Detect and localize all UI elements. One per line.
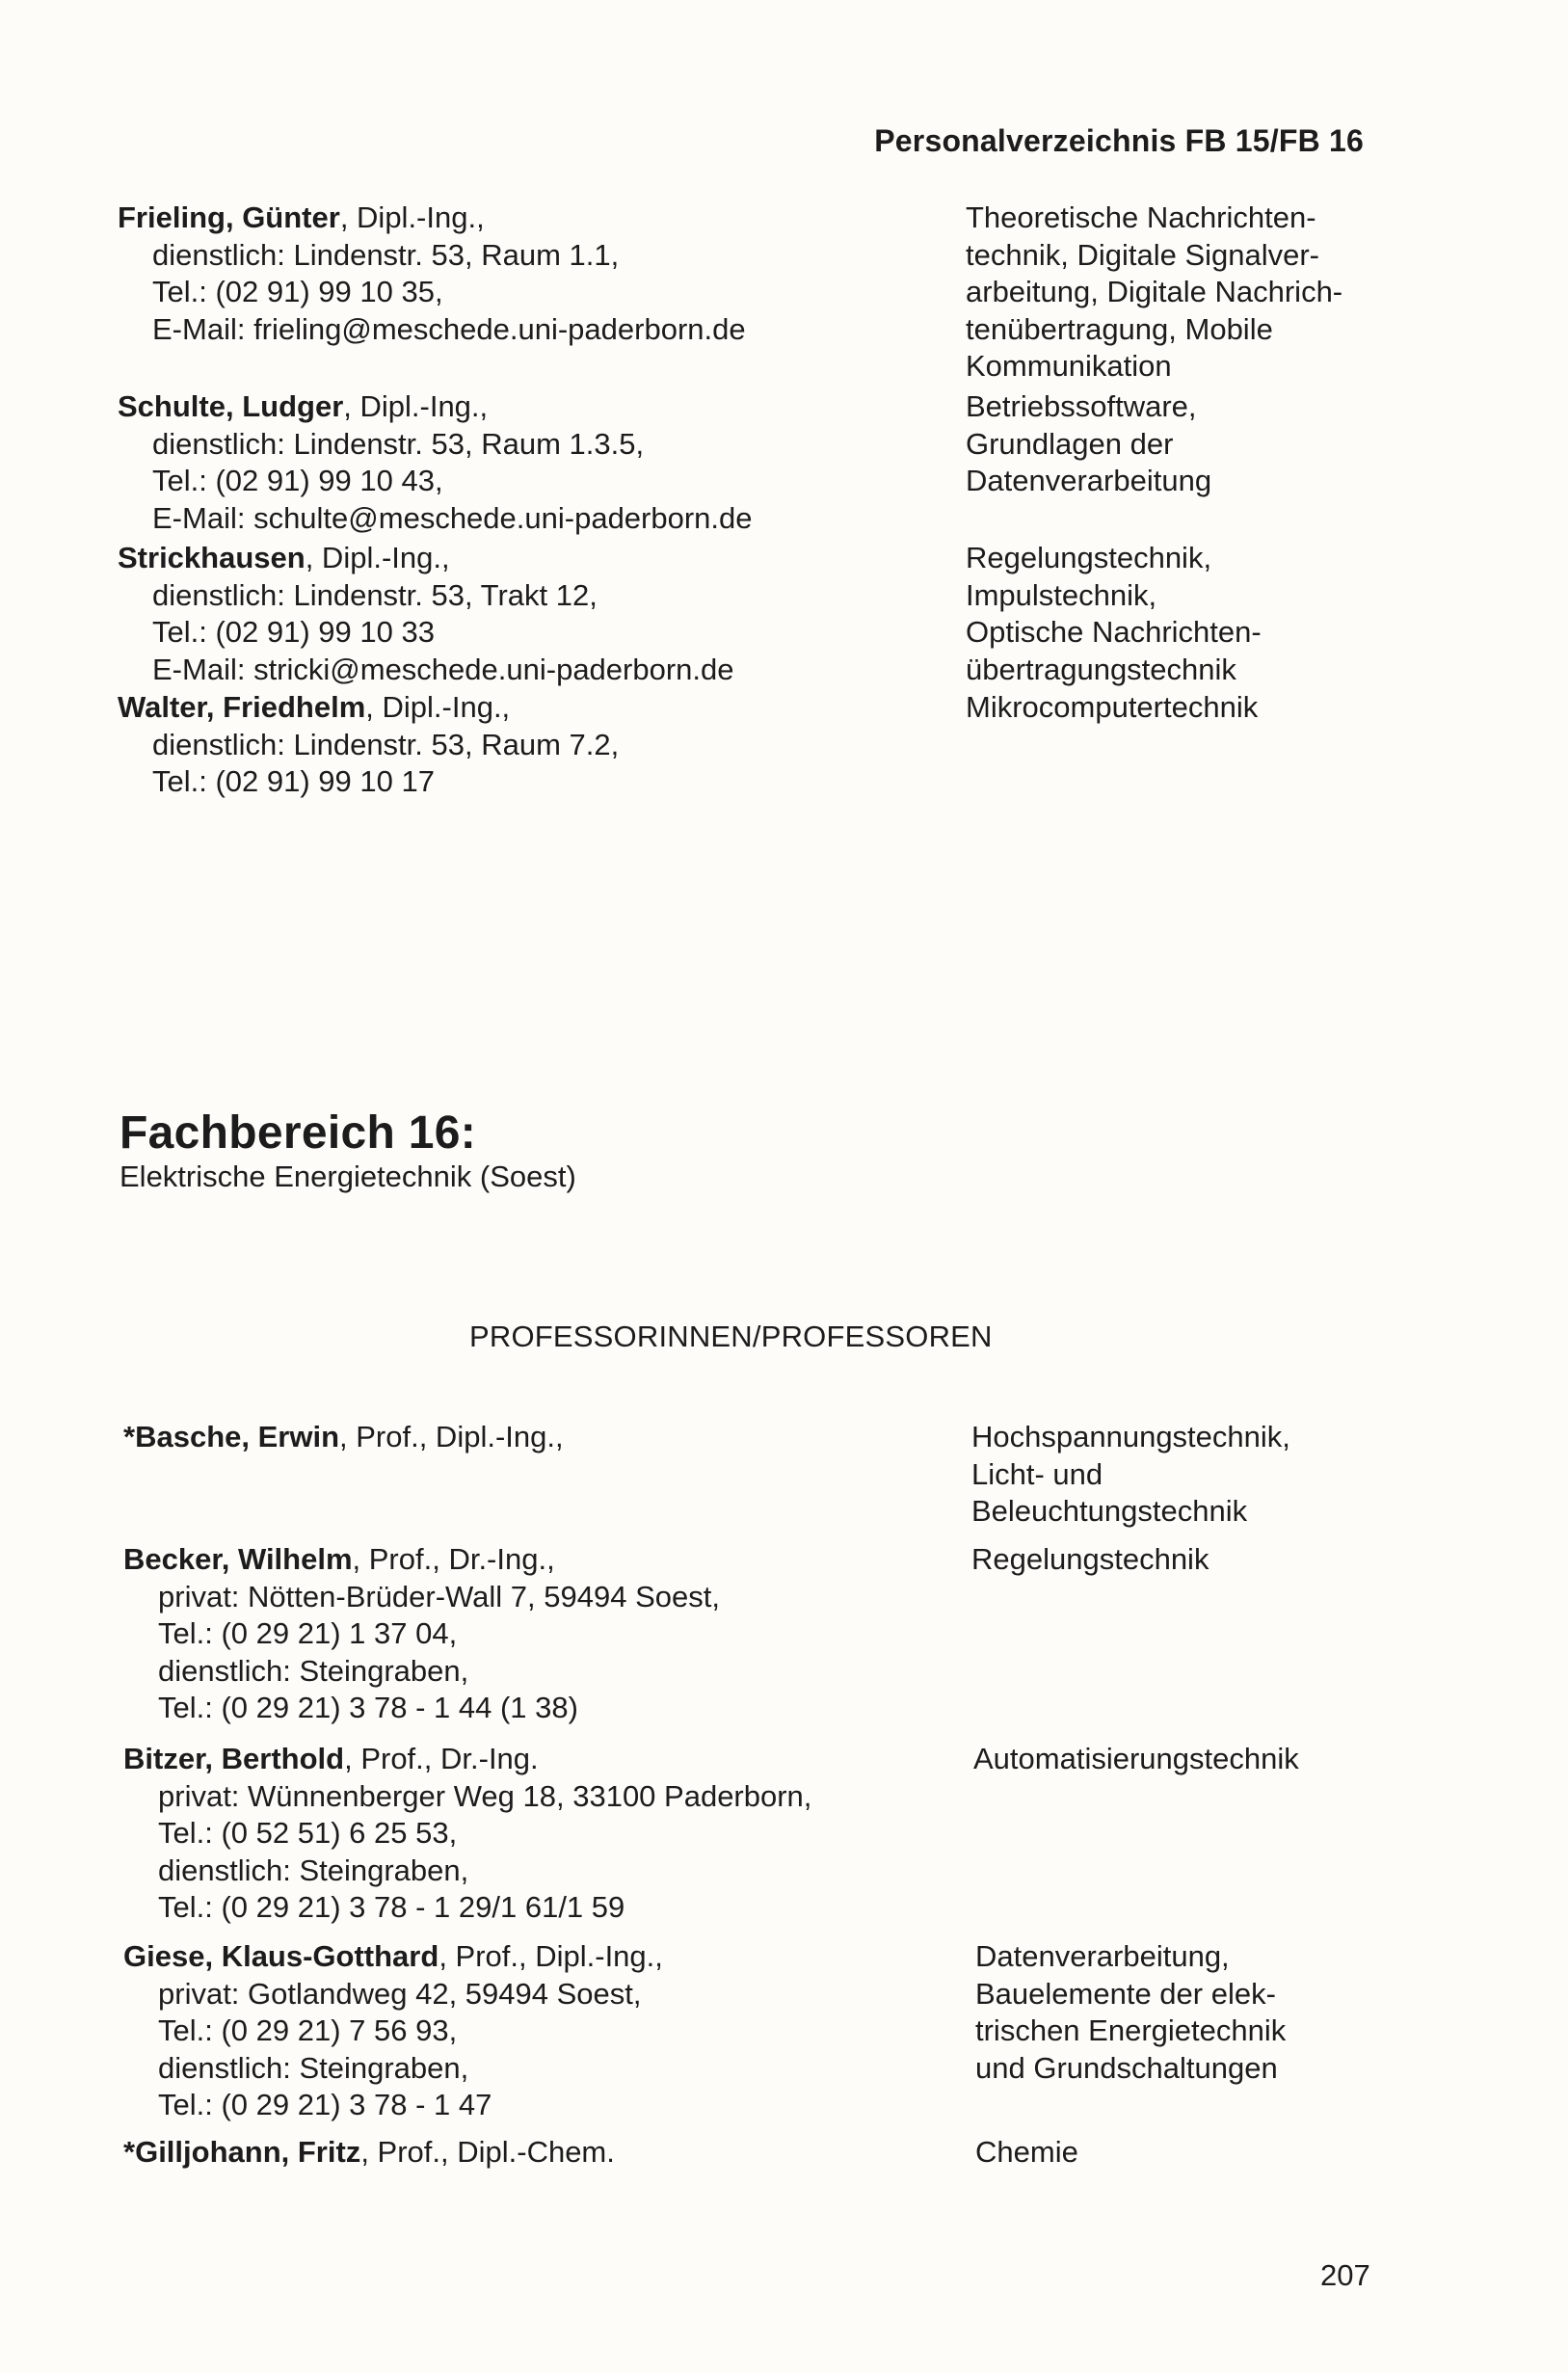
subject-line: Beleuchtungstechnik [971,1494,1248,1528]
subject-line: Regelungstechnik, [966,541,1212,574]
staff-surname: Walter [118,690,206,724]
subject-line: trischen Energietechnik [975,2013,1287,2047]
running-head: Personalverzeichnis FB 15/FB 16 [874,123,1364,158]
staff-name-comma: , [205,690,224,724]
staff-firstname: Berthold [221,1742,345,1775]
staff-surname-prefix: * [123,1420,136,1453]
staff-name-comma: , [221,1542,238,1576]
staff-detail: Tel.: (02 91) 99 10 43, [152,464,443,497]
staff-surname: Basche [135,1420,242,1453]
staff-surname: Giese [123,1939,205,1973]
staff-detail: privat: Gotlandweg 42, 59494 Soest, [158,1976,642,2011]
staff-name-line [118,540,734,577]
staff-name-line [118,689,619,727]
staff-detail: privat: Wünnenberger Weg 18, 33100 Paderborn, [158,1778,812,1813]
subject-line: übertragungstechnik [966,652,1236,686]
staff-title: , Prof., Dipl.-Ing., [439,1939,663,1973]
staff-entry [123,1938,663,2124]
subject-line: Betriebssoftware, [966,389,1197,423]
staff-firstname: Klaus-Gotthard [221,1939,439,1973]
staff-firstname: Friedhelm [223,690,366,724]
staff-name-comma: , [204,1742,222,1775]
staff-detail: dienstlich: Lindenstr. 53, Raum 7.2, [152,727,620,761]
subject-line: Bauelemente der elek- [975,1976,1276,2011]
staff-firstname: Günter [242,200,340,234]
staff-title: , Prof., Dr.-Ing. [344,1742,539,1775]
staff-firstname: Erwin [257,1420,340,1453]
staff-firstname: Wilhelm [237,1542,353,1576]
subject-line: Datenverarbeitung, [975,1939,1230,1973]
subject-line: technik, Digitale Signalver- [966,237,1320,272]
staff-surname: Frieling [118,200,226,234]
staff-name-line [123,1741,811,1778]
staff-name-comma: , [225,389,243,423]
subject-line: Theoretische Nachrichten- [966,200,1316,234]
staff-firstname: Ludger [242,389,344,423]
section-title: Fachbereich 16: [120,1107,476,1159]
staff-title: , Prof., Dr.-Ing., [352,1542,555,1576]
subject-line: Mikrocomputertechnik [966,690,1259,724]
staff-detail: Tel.: (0 29 21) 3 78 - 1 29/1 61/1 59 [158,1890,625,1924]
subject-area [975,1938,1286,2087]
staff-detail: Tel.: (02 91) 99 10 33 [152,615,435,649]
staff-title: , Dipl.-Ing., [339,200,485,234]
staff-name-line [118,388,753,426]
staff-entry [123,1419,564,1456]
staff-name-line [123,1938,663,1976]
staff-firstname: Fritz [297,2135,361,2169]
staff-entry [118,689,619,801]
subject-line: Kommunikation [966,349,1172,383]
subject-line: Automatisierungstechnik [973,1742,1299,1775]
subject-line: Hochspannungstechnik, [971,1420,1290,1453]
staff-surname-prefix: * [123,2135,136,2169]
staff-detail: E-Mail: schulte@meschede.uni-paderborn.de [152,500,753,535]
subject-area [975,2134,1078,2172]
section-subtitle: Elektrische Energietechnik (Soest) [120,1160,576,1193]
subject-line: Regelungstechnik [971,1542,1209,1576]
subject-line: Grundlagen der [966,426,1174,461]
subject-line: Licht- und [971,1456,1103,1491]
staff-entry [123,2134,615,2172]
subject-area [966,540,1262,688]
staff-name-comma: , [280,2135,298,2169]
page-number: 207 [1320,2258,1370,2292]
subject-area [971,1419,1290,1531]
subject-area [971,1541,1209,1579]
group-heading: PROFESSORINNEN/PROFESSOREN [469,1320,993,1353]
staff-name-line [123,2134,615,2172]
staff-surname: Schulte [118,389,226,423]
staff-name-comma: , [241,1420,258,1453]
staff-entry [123,1741,811,1927]
staff-detail: dienstlich: Steingraben, [158,2050,469,2085]
staff-surname: Gilljohann [135,2135,281,2169]
staff-detail: dienstlich: Steingraben, [158,1853,469,1887]
subject-area [966,388,1211,500]
staff-detail: Tel.: (0 29 21) 3 78 - 1 47 [158,2088,492,2121]
subject-area [973,1741,1299,1778]
staff-detail: Tel.: (0 29 21) 3 78 - 1 44 (1 38) [158,1691,578,1724]
staff-entry [123,1541,720,1727]
staff-title: , Dipl.-Ing., [343,389,489,423]
staff-detail: dienstlich: Lindenstr. 53, Raum 1.1, [152,237,620,272]
staff-detail: Tel.: (0 29 21) 7 56 93, [158,2013,458,2047]
subject-line: Impulstechnik, [966,577,1157,612]
subject-line: Optische Nachrichten- [966,615,1262,649]
staff-detail: Tel.: (0 52 51) 6 25 53, [158,1816,458,1850]
staff-entry [118,388,753,537]
staff-surname: Bitzer [123,1742,205,1775]
subject-line: Chemie [975,2135,1078,2169]
staff-detail: dienstlich: Lindenstr. 53, Trakt 12, [152,577,598,612]
staff-surname: Strickhausen [118,541,306,574]
staff-entry [118,540,734,688]
subject-line: und Grundschaltungen [975,2050,1278,2085]
staff-title: , Dipl.-Ing., [305,541,450,574]
subject-area [966,689,1258,727]
subject-line: tenübertragung, Mobile [966,311,1273,346]
staff-name-line [123,1419,564,1456]
staff-detail: E-Mail: frieling@meschede.uni-paderborn.de [152,311,746,346]
staff-surname: Becker [123,1542,222,1576]
staff-title: , Prof., Dipl.-Chem. [360,2135,615,2169]
staff-title: , Prof., Dipl.-Ing., [339,1420,564,1453]
subject-line: arbeitung, Digitale Nachrich- [966,275,1343,308]
staff-detail: Tel.: (02 91) 99 10 17 [152,764,435,798]
subject-area [966,200,1342,386]
staff-detail: Tel.: (0 29 21) 1 37 04, [158,1616,458,1650]
staff-name-line [118,200,746,237]
staff-detail: privat: Nötten-Brüder-Wall 7, 59494 Soest, [158,1579,720,1613]
staff-name-line [123,1541,720,1579]
staff-detail: dienstlich: Lindenstr. 53, Raum 1.3.5, [152,426,645,461]
staff-title: , Dipl.-Ing., [365,690,511,724]
staff-detail: E-Mail: stricki@meschede.uni-paderborn.de [152,652,734,686]
staff-detail: Tel.: (02 91) 99 10 35, [152,275,443,308]
staff-entry [118,200,746,348]
subject-line: Datenverarbeitung [966,464,1212,497]
staff-name-comma: , [225,200,243,234]
staff-detail: dienstlich: Steingraben, [158,1653,469,1688]
staff-name-comma: , [204,1939,222,1973]
